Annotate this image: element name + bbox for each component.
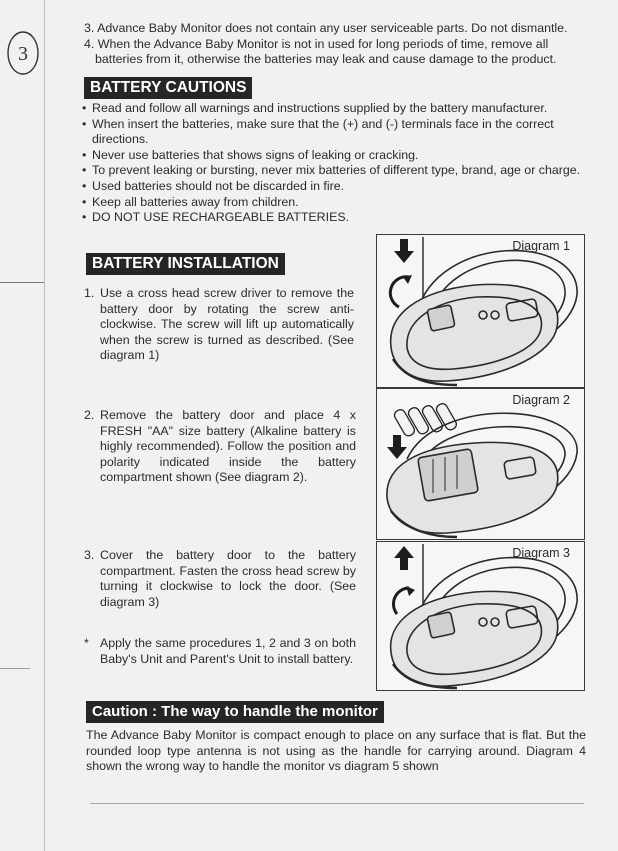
intro-list bbox=[84, 21, 584, 68]
monitor-unit bbox=[387, 413, 577, 537]
handle-caution-text: The Advance Baby Monitor is compact enough to place on any surface that is flat. But the rounded loop type antenna is not using as the handle for carrying around. Diagram 4 shown the wrong way to handle the monitor vs diagram 5 shown bbox=[86, 728, 586, 774]
battery-compartment bbox=[418, 449, 479, 502]
down-arrow-icon bbox=[394, 239, 414, 263]
scan-edge-line bbox=[44, 0, 45, 851]
monitor-unit bbox=[391, 558, 577, 688]
down-arrow-icon bbox=[387, 435, 407, 459]
intro-item: 4. When the Advance Baby Monitor is not in used for long periods of time, remove all batteries from it, otherwise the batteries may leak and cause damage to the product. bbox=[84, 36, 557, 67]
battery-cautions-heading: BATTERY CAUTIONS bbox=[84, 77, 252, 99]
caution-item: • Never use batteries that shows signs of leaking or cracking. bbox=[82, 148, 584, 164]
diagram-label: Diagram 2 bbox=[512, 393, 570, 407]
caution-item: • Read and follow all warnings and instructions supplied by the battery manufacturer. bbox=[82, 101, 584, 117]
scan-edge-mark bbox=[0, 282, 44, 283]
installation-step-1 bbox=[84, 286, 354, 364]
note-mark: * bbox=[84, 636, 89, 650]
step-text: Use a cross head screw driver to remove the battery door by rotating the screw anti-clockwise. The screw will lift up automatically when the screw is turned as described. (See diagram 1) bbox=[100, 286, 354, 363]
step-number: 1. bbox=[84, 286, 95, 300]
caution-item: • To prevent leaking or bursting, never mix batteries of different type, brand, age or charge. bbox=[82, 163, 584, 179]
page-number-mark bbox=[4, 28, 42, 78]
step-number: 2. bbox=[84, 408, 95, 422]
scan-edge-mark bbox=[0, 668, 30, 669]
installation-step-3 bbox=[84, 548, 356, 610]
caution-item: • Used batteries should not be discarded in fire. bbox=[82, 179, 584, 195]
diagram-1 bbox=[376, 234, 585, 388]
up-arrow-icon bbox=[394, 546, 414, 570]
diagram-label: Diagram 1 bbox=[512, 239, 570, 253]
caution-item: • DO NOT USE RECHARGEABLE BATTERIES. bbox=[82, 210, 584, 226]
step-text: Cover the battery door to the battery compartment. Fasten the cross head screw by turning it clockwise to lock the door. (See diagram 3) bbox=[100, 548, 356, 609]
caution-item: • When insert the batteries, make sure that the (+) and (-) terminals face in the correct directions. bbox=[82, 117, 584, 148]
aa-batteries-icon bbox=[393, 402, 459, 438]
monitor-illustration bbox=[377, 235, 584, 387]
note-text: Apply the same procedures 1, 2 and 3 on both Baby's Unit and Parent's Unit to install battery. bbox=[100, 636, 356, 666]
battery-cautions-list bbox=[82, 101, 584, 226]
diagram-2 bbox=[376, 388, 585, 540]
intro-item: 3. Advance Baby Monitor does not contain any user serviceable parts. Do not dismantle. bbox=[84, 21, 568, 35]
page-bottom-rule bbox=[90, 803, 584, 804]
installation-note bbox=[84, 636, 356, 667]
diagram-3 bbox=[376, 541, 585, 691]
page-number-text: 3 bbox=[18, 43, 28, 65]
monitor-illustration bbox=[377, 389, 584, 539]
battery-installation-heading: BATTERY INSTALLATION bbox=[86, 253, 285, 275]
monitor-illustration bbox=[377, 542, 584, 690]
step-number: 3. bbox=[84, 548, 95, 562]
step-text: Remove the battery door and place 4 x FRESH "AA" size battery (Alkaline battery is highly recommended). Follow the position and polarity indicated inside the battery compartment shown (See diagram 2). bbox=[100, 408, 356, 485]
installation-step-2 bbox=[84, 408, 356, 486]
diagram-label: Diagram 3 bbox=[512, 546, 570, 560]
rotate-arrow-icon bbox=[393, 588, 409, 614]
handle-caution-heading: Caution : The way to handle the monitor bbox=[86, 701, 384, 723]
monitor-unit bbox=[391, 251, 577, 385]
caution-item: • Keep all batteries away from children. bbox=[82, 195, 584, 211]
